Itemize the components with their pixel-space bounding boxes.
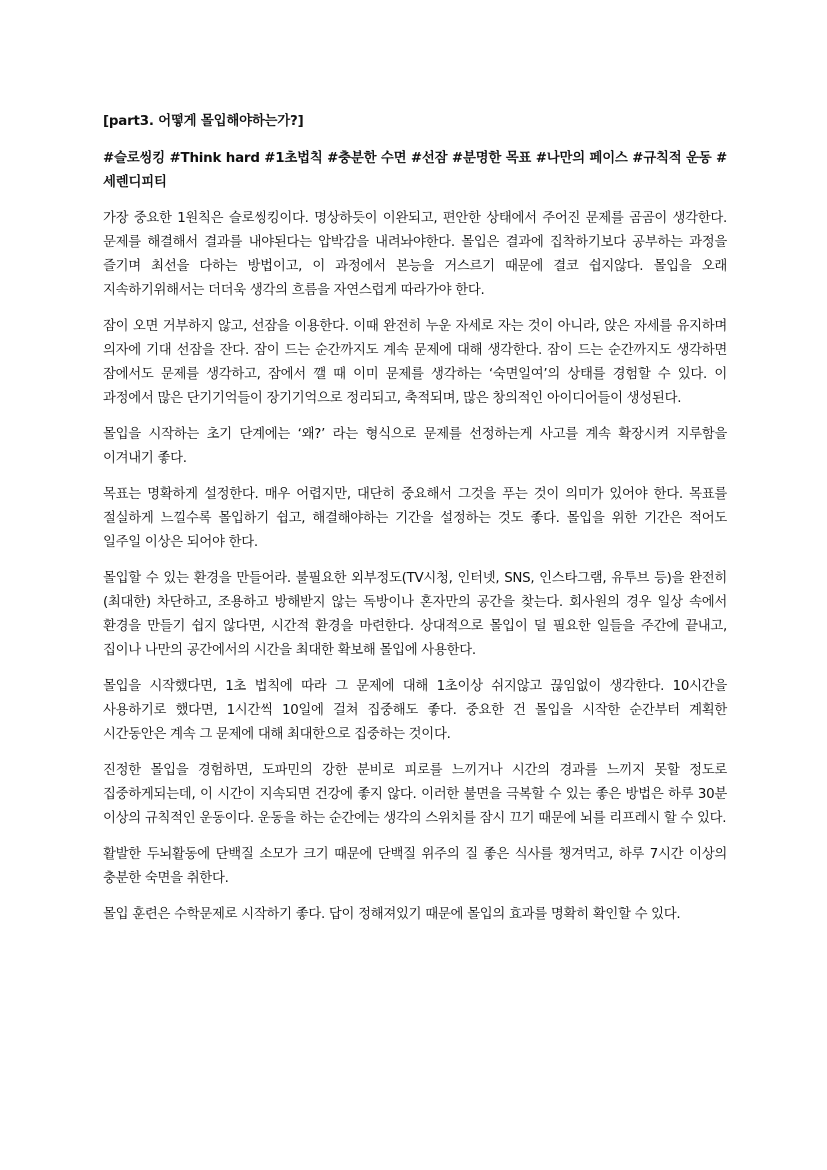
paragraph-slow-thinking: 가장 중요한 1원칙은 슬로씽킹이다. 명상하듯이 이완되고, 편안한 상태에서 주어진 문제를 곰곰이 생각한다. 문제를 해결해서 결과를 내야된다는 압박감을 내려놔야한다. 몰입은 결과에 집착하기보다 공부하는 과정을 즐기며 최선을 다하는 방법이고, 이 과정에서 본능을 거스르기 때문에 결코 쉽지않다. 몰입을 오래 지속하기위해서는 더더욱 생각의 흐름을 자연스럽게 따라가야 한다.: [103, 211, 727, 298]
document-page: [103, 110, 727, 939]
paragraph-clear-goal: 목표는 명확하게 설정한다. 매우 어렵지만, 대단히 중요해서 그것을 푸는 것이 의미가 있어야 한다. 목표를 절실하게 느낄수록 몰입하기 쉽고, 해결해야하는 기간을 설정하는 것도 좋다. 몰입을 위한 기간은 적어도 일주일 이상은 되어야 한다.: [103, 487, 727, 550]
paragraph-one-second-rule: 몰입을 시작했다면, 1초 법칙에 따라 그 문제에 대해 1초이상 쉬지않고 끊임없이 생각한다. 10시간을 사용하기로 했다면, 1시간씩 10일에 걸쳐 집중해도 좋다. 중요한 건 몰입을 시작한 순간부터 계획한 시간동안은 계속 그 문제에 대해 최대한으로 집중하는 것이다.: [103, 679, 727, 742]
paragraph-nutrition-sleep: 활발한 두뇌활동에 단백질 소모가 크기 때문에 단백질 위주의 질 좋은 식사를 챙겨먹고, 하루 7시간 이상의 충분한 숙면을 취한다.: [103, 847, 727, 886]
paragraph-environment: 몰입할 수 있는 환경을 만들어라. 불필요한 외부정도(TV시청, 인터넷, SNS, 인스타그램, 유투브 등)을 완전히(최대한) 차단하고, 조용하고 방해받지 않는 독방이나 혼자만의 공간을 찾는다. 회사원의 경우 일상 속에서 환경을 만들기 쉽지 않다면, 시간적 환경을 마련한다. 상대적으로 몰입이 덜 필요한 일들을 주간에 끝내고, 집이나 나만의 공간에서의 시간을 최대한 확보해 몰입에 사용한다.: [103, 571, 727, 658]
section-heading: [part3. 어떻게 몰입해야하는가?]: [103, 114, 304, 129]
hashtag-line: #슬로씽킹 #Think hard #1초법칙 #충분한 수면 #선잠 #분명한 목표 #나만의 페이스 #규칙적 운동 #세렌디피티: [103, 151, 727, 190]
paragraph-math-training: 몰입 훈련은 수학문제로 시작하기 좋다. 답이 정해져있기 때문에 몰입의 효과를 명확히 확인할 수 있다.: [103, 907, 681, 922]
paragraph-light-sleep: 잠이 오면 거부하지 않고, 선잠을 이용한다. 이때 완전히 누운 자세로 자는 것이 아니라, 앉은 자세를 유지하며 의자에 기대 선잠을 잔다. 잠이 드는 순간까지도 계속 문제에 대해 생각한다. 잠이 드는 순간까지도 생각하면 잠에서도 문제를 생각하고, 잠에서 깰 때 이미 문제를 생각하는 ‘숙면일여’의 상태를 경험할 수 있다. 이 과정에서 많은 단기기억들이 장기기억으로 정리되고, 축적되며, 많은 창의적인 아이디어들이 생성된다.: [103, 319, 727, 406]
paragraph-why-question: 몰입을 시작하는 초기 단계에는 ‘왜?’ 라는 형식으로 문제를 선정하는게 사고를 계속 확장시켜 지루함을 이겨내기 좋다.: [103, 427, 727, 466]
paragraph-exercise: 진정한 몰입을 경험하면, 도파민의 강한 분비로 피로를 느끼거나 시간의 경과를 느끼지 못할 정도로 집중하게되는데, 이 시간이 지속되면 건강에 좋지 않다. 이러한 불면을 극복할 수 있는 좋은 방법은 하루 30분 이상의 규칙적인 운동이다. 운동을 하는 순간에는 생각의 스위치를 잠시 끄기 때문에 뇌를 리프레시 할 수 있다.: [103, 763, 727, 826]
